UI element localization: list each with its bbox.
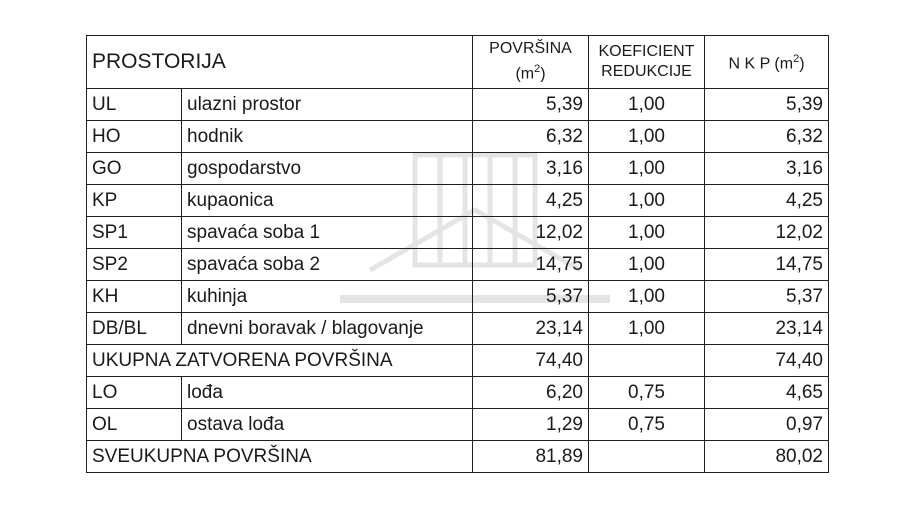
room-nkp: 6,32 [705,121,829,153]
header-area-line2: $(m^2)$ [515,63,546,83]
header-row [87,36,829,89]
room-name: gospodarstvo [182,153,473,185]
room-name: ulazni prostor [182,89,473,121]
table-row [87,185,829,217]
room-name: spavaća soba 2 [182,249,473,281]
room-name: kupaonica [182,185,473,217]
room-code: UL [87,89,182,121]
total-row [87,441,829,473]
subtotal-area: 74,40 [473,345,589,377]
room-code: SP1 [87,217,182,249]
room-nkp: 12,02 [705,217,829,249]
room-area: 5,37 [473,281,589,313]
room-nkp: 0,97 [705,409,829,441]
table-row [87,89,829,121]
room-area: 1,29 [473,409,589,441]
subtotal-nkp: 74,40 [705,345,829,377]
header-nkp: N K P $(m^2)$ [705,36,829,89]
room-name: hodnik [182,121,473,153]
room-nkp: 14,75 [705,249,829,281]
room-nkp: 23,14 [705,313,829,345]
room-area: 12,02 [473,217,589,249]
header-coefficient [589,36,705,89]
room-code: OL [87,409,182,441]
header-coef-line1: KOEFICIENT [598,43,695,60]
room-nkp: 4,25 [705,185,829,217]
room-coef: 1,00 [589,249,705,281]
room-code: SP2 [87,249,182,281]
room-area: 6,20 [473,377,589,409]
header-area-line1: POVRŠINA [489,40,572,58]
table-row [87,409,829,441]
room-area: 5,39 [473,89,589,121]
room-code: GO [87,153,182,185]
room-coef: 0,75 [589,377,705,409]
room-code: HO [87,121,182,153]
room-coef: 1,00 [589,121,705,153]
table-row [87,249,829,281]
room-coef: 1,00 [589,217,705,249]
room-code: KH [87,281,182,313]
room-coef: 1,00 [589,153,705,185]
room-area: 4,25 [473,185,589,217]
total-coef [589,441,705,473]
table-row [87,217,829,249]
table-row [87,153,829,185]
room-area: 14,75 [473,249,589,281]
header-room: PROSTORIJA [87,36,473,89]
room-code: KP [87,185,182,217]
room-name: dnevni boravak / blagovanje [182,313,473,345]
table-row [87,121,829,153]
subtotal-label: UKUPNA ZATVORENA POVRŠINA [87,345,473,377]
room-code: LO [87,377,182,409]
room-area: 3,16 [473,153,589,185]
table-row [87,377,829,409]
room-nkp: 4,65 [705,377,829,409]
room-code: DB/BL [87,313,182,345]
room-coef: 1,00 [589,89,705,121]
room-nkp: 3,16 [705,153,829,185]
room-nkp: 5,39 [705,89,829,121]
room-name: spavaća soba 1 [182,217,473,249]
subtotal-row [87,345,829,377]
room-area: 6,32 [473,121,589,153]
room-coef: 1,00 [589,281,705,313]
room-coef: 0,75 [589,409,705,441]
header-area [473,36,589,89]
table-row [87,281,829,313]
area-table [86,35,829,473]
total-area: 81,89 [473,441,589,473]
total-nkp: 80,02 [705,441,829,473]
header-coef-line2: REDUKCIJE [601,63,692,80]
room-coef: 1,00 [589,313,705,345]
room-nkp: 5,37 [705,281,829,313]
table-row [87,313,829,345]
total-label: SVEUKUPNA POVRŠINA [87,441,473,473]
room-name: kuhinja [182,281,473,313]
room-name: ostava lođa [182,409,473,441]
room-area: 23,14 [473,313,589,345]
room-name: lođa [182,377,473,409]
room-coef: 1,00 [589,185,705,217]
subtotal-coef [589,345,705,377]
